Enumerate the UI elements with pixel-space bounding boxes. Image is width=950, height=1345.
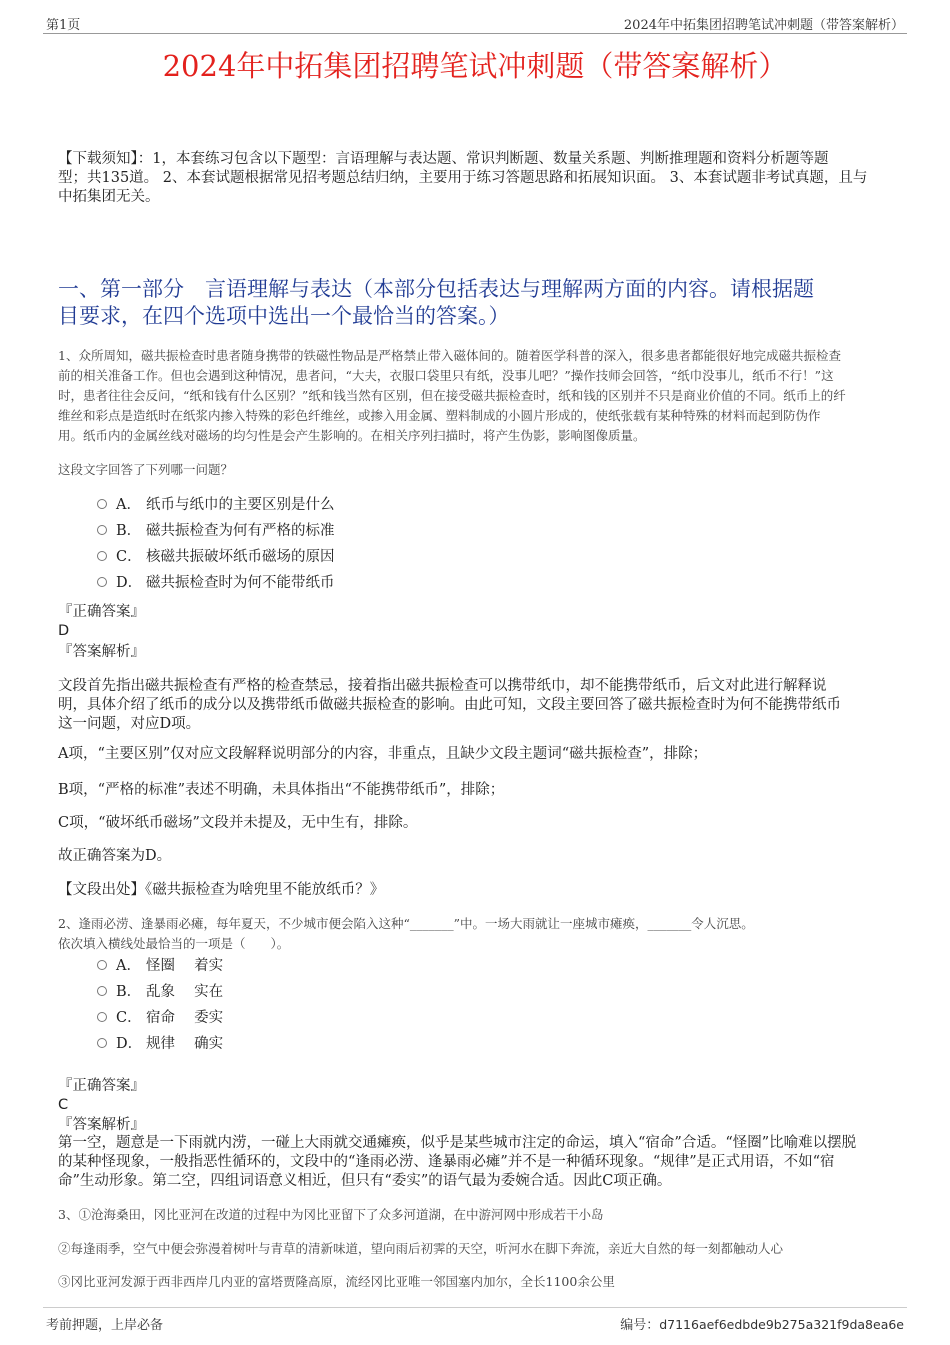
q1-option-c[interactable]: C． 核磁共振破坏纸币磁场的原因 <box>97 546 335 568</box>
q1-analysis-label: 『答案解析』 <box>58 644 145 660</box>
q1-source: 【文段出处】《磁共振检查为啥兜里不能放纸币？》 <box>58 882 385 898</box>
q3-line-1: 3、①沧海桑田，冈比亚河在改道的过程中为冈比亚留下了众多河道湖，在中游河网中形成若干小岛 <box>58 1207 604 1222</box>
q1-stem <box>58 346 908 446</box>
header-divider <box>43 33 907 34</box>
radio-icon[interactable] <box>97 986 107 996</box>
section-heading <box>58 276 908 330</box>
q2-options <box>97 955 223 1055</box>
q2-stem: 2、逢雨必涝、逢暴雨必瘫，每年夏天，不少城市便会陷入这种“_______”中。一场大雨就让一座城市瘫痪，_______令人沉思。 <box>58 916 754 931</box>
radio-icon[interactable] <box>97 499 107 509</box>
radio-icon[interactable] <box>97 551 107 561</box>
q1-question: 这段文字回答了下列哪一问题？ <box>58 462 234 477</box>
q2-analysis-line: 第一空，题意是一下雨就内涝，一碰上大雨就交通瘫痪，似乎是某些城市注定的命运，填入“宿命”合适。“怪圈”比喻难以摆脱 <box>58 1135 857 1151</box>
q1-analysis <box>58 677 906 734</box>
q1-stem-line: 1、众所周知，磁共振检查时患者随身携带的铁磁性物品是严格禁止带入磁体间的。随着医学科普的深入，很多患者都能很好地完成磁共振检查 <box>58 348 841 363</box>
q1-answer: D <box>58 623 70 639</box>
section-heading-line-2: 目要求，在四个选项中选出一个最恰当的答案。） <box>58 304 510 328</box>
q1-option-d[interactable]: D． 磁共振检查时为何不能带纸币 <box>97 572 335 594</box>
radio-icon[interactable] <box>97 1012 107 1022</box>
q2-option-a[interactable]: A． 怪圈 着实 <box>97 955 223 977</box>
footer-slogan: 考前押题，上岸必备 <box>46 1318 164 1333</box>
q1-option-b-analysis: B项，“严格的标准”表述不明确，未具体指出“不能携带纸币”，排除； <box>58 782 505 798</box>
q2-answer-label: 『正确答案』 <box>58 1078 145 1094</box>
q2-option-c[interactable]: C． 宿命 委实 <box>97 1007 223 1029</box>
notice-line-2: 型；共135道。 2、本套试题根据常见招考题总结归纳，主要用于练习答题思路和拓展知识面。 3、本套试题非考试真题，且与 <box>58 170 868 186</box>
q2-option-b[interactable]: B． 乱象 实在 <box>97 981 223 1003</box>
radio-icon[interactable] <box>97 1038 107 1048</box>
q1-analysis-line: 文段首先指出磁共振检查有严格的检查禁忌，接着指出磁共振检查可以携带纸巾，却不能携带纸币，后文对此进行解释说 <box>58 678 827 694</box>
q2-analysis <box>58 1134 906 1191</box>
q1-answer-label: 『正确答案』 <box>58 604 145 620</box>
download-notice <box>58 150 903 207</box>
q1-stem-line: 维丝和彩点是造纸时在纸浆内掺入特殊的彩色纤维丝，或掺入用金属、塑料制成的小圆片形成的，使纸张载有某种特殊的材料而起到防伪作 <box>58 408 821 423</box>
page-title: 2024年中拓集团招聘笔试冲刺题（带答案解析） <box>162 49 788 83</box>
radio-icon[interactable] <box>97 960 107 970</box>
q1-option-b[interactable]: B． 磁共振检查为何有严格的标准 <box>97 520 335 542</box>
q2-question: 依次填入横线处最恰当的一项是（ ）。 <box>58 936 290 951</box>
radio-icon[interactable] <box>97 577 107 587</box>
footer-code-label: 编号： <box>620 1318 660 1333</box>
page-number: 第1页 <box>46 18 81 33</box>
notice-line-1: 【下载须知】：1，本套练习包含以下题型：言语理解与表达题、常识判断题、数量关系题、判断推理题和资料分析题等题 <box>58 151 829 167</box>
q1-option-a-analysis: A项，“主要区别”仅对应文段解释说明部分的内容，非重点，且缺少文段主题词“磁共振检查”，排除； <box>58 746 708 762</box>
q1-conclusion: 故正确答案为D。 <box>58 848 172 864</box>
q1-stem-line: 时，患者往往会反问，“纸和钱有什么区别？”纸和钱当然有区别，但在接受磁共振检查时，纸和钱的区别并不只是商业价值的不同。纸币上的纤 <box>58 388 846 403</box>
q1-analysis-line: 明，具体介绍了纸币的成分以及携带纸币做磁共振检查的影响。由此可知，文段主要回答了磁共振检查时为何不能携带纸币 <box>58 697 841 713</box>
q2-answer: C <box>58 1097 69 1113</box>
footer-code <box>620 1314 904 1333</box>
q2-analysis-line: 命”生动形象。第二空，四组词语意义相近，但只有“委实”的语气最为委婉合适。因此C项正确。 <box>58 1173 672 1189</box>
q1-option-a[interactable]: A． 纸币与纸巾的主要区别是什么 <box>97 494 335 516</box>
q1-options <box>97 494 335 594</box>
notice-line-3: 中拓集团无关。 <box>58 189 160 205</box>
q1-stem-line: 用。纸币内的金属丝线对磁场的均匀性是会产生影响的。在相关序列扫描时，将产生伪影，影响图像质量。 <box>58 428 646 443</box>
header-doc-title: 2024年中拓集团招聘笔试冲刺题（带答案解析） <box>623 18 904 33</box>
q2-option-d[interactable]: D． 规律 确实 <box>97 1033 223 1055</box>
section-heading-line-1: 一、第一部分 言语理解与表达（本部分包括表达与理解两方面的内容。请根据题 <box>58 277 814 301</box>
q2-analysis-label: 『答案解析』 <box>58 1117 145 1133</box>
q3-line-2: ②每逢雨季，空气中便会弥漫着树叶与青草的清新味道，望向雨后初霁的天空，听河水在脚下奔流，亲近大自然的每一刻都触动人心 <box>58 1241 784 1256</box>
q1-option-c-analysis: C项，“破坏纸币磁场”文段并未提及，无中生有，排除。 <box>58 815 418 831</box>
footer-divider <box>43 1307 907 1308</box>
radio-icon[interactable] <box>97 525 107 535</box>
q3-line-3: ③冈比亚河发源于西非西岸几内亚的富塔贾隆高原，流经冈比亚唯一邻国塞内加尔，全长1100余公里 <box>58 1274 615 1289</box>
footer-code-value: d7116aef6edbde9b275a321f9da8ea6e <box>659 1317 904 1332</box>
q2-analysis-line: 的某种怪现象，一般指恶性循环的，文段中的“逢雨必涝、逢暴雨必瘫”并不是一种循环现象。“规律”是正式用语，不如“宿 <box>58 1154 835 1170</box>
q1-stem-line: 前的相关准备工作。但也会遇到这种情况，患者问，“大夫，衣服口袋里只有纸，没事儿吧？”操作技师会回答，“纸巾没事儿，纸币不行！”这 <box>58 368 834 383</box>
q1-analysis-line: 这一问题，对应D项。 <box>58 716 201 732</box>
